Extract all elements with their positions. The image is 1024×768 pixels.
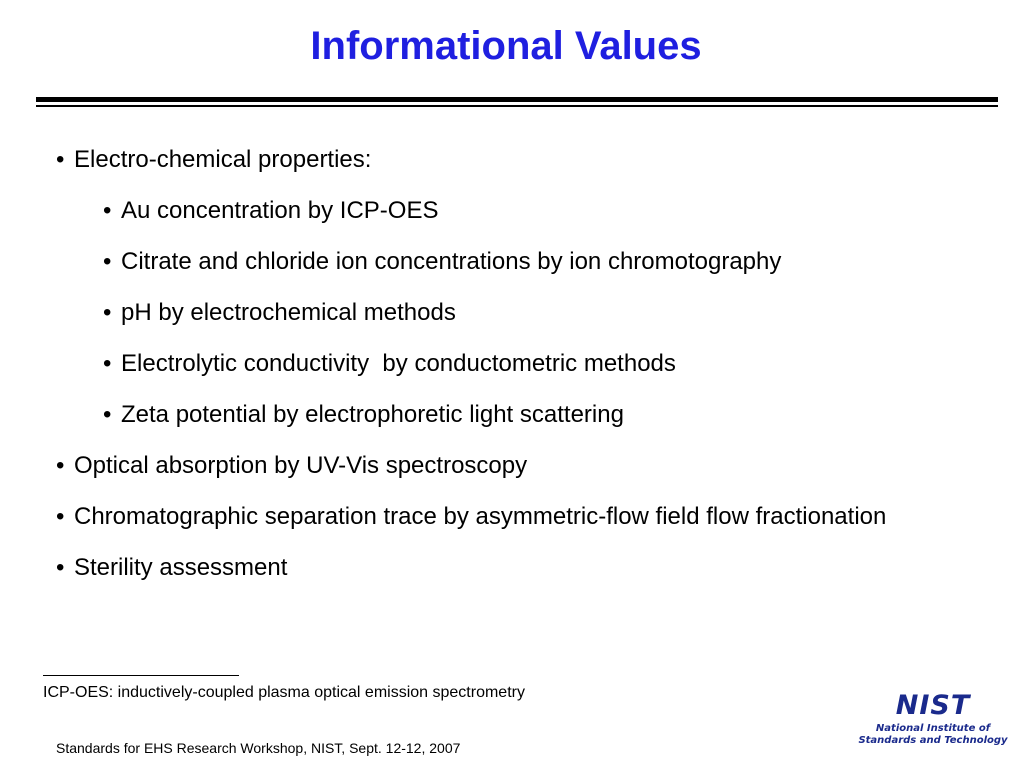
bullet-icon: • <box>103 197 112 224</box>
bullet-icon: • <box>56 146 65 173</box>
bullet-text: Chromatographic separation trace by asymmetric-flow field flow fractionation <box>74 503 887 530</box>
slide-title: Informational Values <box>310 24 702 68</box>
bullet-icon: • <box>56 452 65 479</box>
bullet-icon: • <box>103 248 112 275</box>
bullet-icon: • <box>103 401 112 428</box>
sub-bullet-item <box>103 398 956 431</box>
bullet-item <box>56 449 956 482</box>
bullet-text: pH by electrochemical methods <box>121 299 456 326</box>
bullet-icon: • <box>103 350 112 377</box>
nist-logo-mark: NIST <box>895 690 971 721</box>
sub-bullet-item <box>103 194 956 227</box>
nist-logo-line2: Standards and Technology <box>858 735 1008 746</box>
bullet-text: Sterility assessment <box>74 554 288 581</box>
bullet-text: Electrolytic conductivity by conductometric methods <box>121 350 676 377</box>
sub-bullet-item <box>103 296 956 329</box>
sub-bullet-item <box>103 245 956 278</box>
bullet-item <box>56 551 956 584</box>
bullet-item <box>56 143 956 176</box>
bullet-text: Au concentration by ICP-OES <box>121 197 439 224</box>
bullet-text: Electro-chemical properties: <box>74 146 372 173</box>
nist-logo <box>858 688 1008 750</box>
bullet-list <box>56 143 956 602</box>
bullet-icon: • <box>56 503 65 530</box>
footnote-divider <box>43 675 239 676</box>
bullet-text: Optical absorption by UV-Vis spectroscopy <box>74 452 528 479</box>
bullet-item <box>56 500 956 533</box>
title-divider-thin <box>36 105 998 107</box>
footnote: ICP-OES: inductively-coupled plasma optical emission spectrometry <box>43 684 525 701</box>
bullet-icon: • <box>103 299 112 326</box>
bullet-text: Citrate and chloride ion concentrations by ion chromotography <box>121 248 782 275</box>
bullet-text: Zeta potential by electrophoretic light scattering <box>121 401 624 428</box>
bullet-icon: • <box>56 554 65 581</box>
nist-logo-line1: National Institute of <box>875 723 991 734</box>
title-divider-thick <box>36 97 998 102</box>
sub-bullet-item <box>103 347 956 380</box>
workshop-credit: Standards for EHS Research Workshop, NIST, Sept. 12-12, 2007 <box>56 740 461 756</box>
